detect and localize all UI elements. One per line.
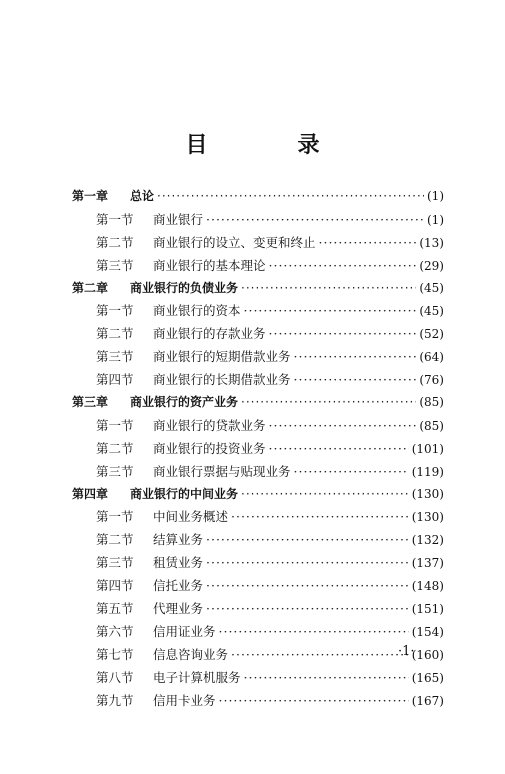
toc-section-entry [72,416,444,439]
entry-title: 商业银行的资产业务 [130,395,239,410]
toc-section-entry [72,645,444,668]
toc-section-entry [72,370,444,393]
entry-number: 第二节 [96,440,134,456]
entry-title: 商业银行的贷款业务 [153,417,266,433]
entry-page-number: (132) [411,533,444,548]
toc-section-entry [72,210,444,233]
entry-number: 第二节 [96,326,134,342]
entry-number: 第八节 [96,669,134,685]
entry-number: 第一节 [96,509,134,525]
entry-page-number: (151) [411,602,444,617]
toc-section-entry [72,439,444,462]
dot-leader [157,189,424,203]
toc-section-entry [72,622,444,645]
dot-leader [219,624,409,639]
entry-title: 信用证业务 [153,623,216,639]
entry-title: 信息咨询业务 [153,646,229,662]
dot-leader [206,555,409,570]
dot-leader [269,441,409,456]
dot-leader [244,303,417,318]
entry-page-number: (137) [411,556,444,571]
dot-leader [231,647,409,662]
dot-leader [231,509,409,524]
entry-number: 第一节 [96,211,134,227]
entry-number: 第三节 [96,257,134,273]
entry-title: 商业银行的短期借款业务 [153,349,291,365]
toc-section-entry [72,324,444,347]
toc-chapter-entry [72,187,444,210]
entry-title: 代理业务 [153,601,204,617]
dot-leader [244,670,409,685]
table-of-contents [72,187,444,713]
dot-leader [206,578,409,593]
entry-title: 商业银行的资本 [153,303,241,319]
dot-leader [269,326,417,341]
entry-title: 总论 [130,189,155,203]
entry-page-number: (85) [419,418,444,433]
entry-page-number: (154) [411,624,444,639]
toc-section-entry [72,347,444,370]
entry-number: 第二节 [96,532,134,548]
entry-page-number: (45) [419,280,444,295]
dot-leader [241,487,409,501]
toc-chapter-entry [72,279,444,302]
page-number: ·1· [398,644,415,659]
entry-number: 第三节 [96,463,134,479]
toc-section-entry [72,462,444,485]
toc-chapter-entry [72,393,444,416]
entry-title: 信用卡业务 [153,692,216,708]
entry-page-number: (85) [419,395,444,410]
dot-leader [206,212,424,227]
entry-title: 商业银行的基本理论 [153,257,266,273]
entry-number: 第一节 [96,303,134,319]
toc-section-entry [72,553,444,576]
entry-number: 第四节 [96,578,134,594]
dot-leader [241,281,416,295]
entry-page-number: (64) [419,350,444,365]
entry-page-number: (1) [427,212,444,227]
toc-section-entry [72,668,444,691]
entry-page-number: (45) [419,304,444,319]
entry-page-number: (101) [411,441,444,456]
entry-title: 商业银行的设立、变更和终止 [153,234,316,250]
entry-title: 中间业务概述 [153,509,229,525]
dot-leader [269,258,417,273]
entry-page-number: (165) [411,670,444,685]
toc-chapter-entry [72,485,444,508]
entry-page-number: (167) [411,693,444,708]
entry-page-number: (130) [411,510,444,525]
entry-page-number: (160) [411,647,444,662]
dot-leader [269,418,417,433]
dot-leader [319,235,417,250]
entry-number: 第三章 [72,395,109,410]
toc-section-entry [72,301,444,324]
page-title: 目 录 [185,133,354,158]
toc-section-entry [72,507,444,530]
entry-title: 商业银行票据与贴现业务 [153,463,291,479]
toc-section-entry [72,576,444,599]
entry-number: 第二章 [72,280,109,295]
dot-leader [294,349,417,364]
entry-number: 第一节 [96,417,134,433]
entry-page-number: (76) [419,373,444,388]
dot-leader [294,464,409,479]
entry-page-number: (13) [419,235,444,250]
entry-page-number: (130) [411,486,444,501]
entry-page-number: (1) [427,189,444,203]
entry-number: 第七节 [96,646,134,662]
entry-title: 商业银行的中间业务 [130,486,239,501]
entry-page-number: (52) [419,327,444,342]
entry-number: 第四节 [96,372,134,388]
dot-leader [206,601,409,616]
entry-title: 结算业务 [153,532,204,548]
entry-number: 第六节 [96,623,134,639]
entry-number: 第三节 [96,349,134,365]
entry-title: 信托业务 [153,578,204,594]
toc-section-entry [72,599,444,622]
entry-page-number: (119) [411,464,444,479]
entry-number: 第二节 [96,234,134,250]
entry-number: 第三节 [96,555,134,571]
entry-title: 商业银行 [153,211,204,227]
entry-number: 第一章 [72,189,109,203]
entry-number: 第五节 [96,601,134,617]
entry-title: 商业银行的长期借款业务 [153,372,291,388]
entry-title: 商业银行的存款业务 [153,326,266,342]
dot-leader [294,372,417,387]
toc-section-entry [72,691,444,714]
toc-section-entry [72,256,444,279]
entry-number: 第九节 [96,692,134,708]
dot-leader [206,532,409,547]
toc-section-entry [72,233,444,256]
entry-title: 商业银行的投资业务 [153,440,266,456]
dot-leader [241,395,416,409]
entry-title: 商业银行的负债业务 [130,280,239,295]
toc-section-entry [72,530,444,553]
entry-title: 租赁业务 [153,555,204,571]
entry-number: 第四章 [72,486,109,501]
entry-page-number: (148) [411,579,444,594]
entry-page-number: (29) [419,258,444,273]
dot-leader [219,693,409,708]
entry-title: 电子计算机服务 [153,669,241,685]
